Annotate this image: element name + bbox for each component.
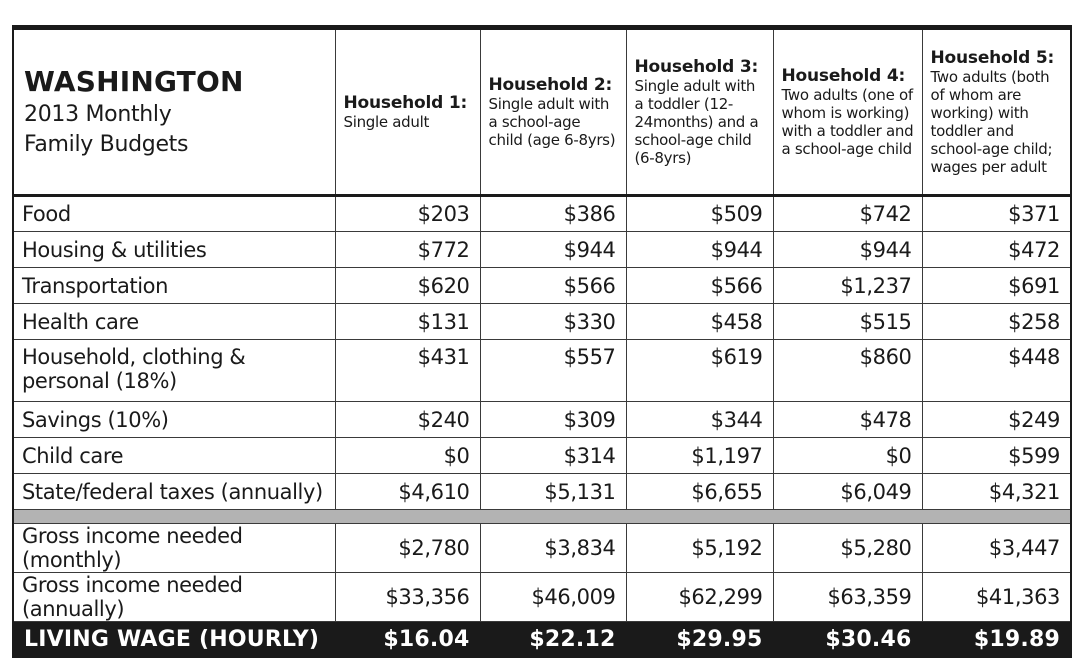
budget-table-container bbox=[12, 25, 1070, 658]
cell-value: $944 bbox=[773, 232, 922, 268]
subtitle-line-2: Family Budgets bbox=[24, 132, 189, 157]
household-3-header bbox=[626, 28, 773, 196]
section-divider bbox=[13, 510, 1071, 524]
state-title: WASHINGTON bbox=[24, 65, 244, 98]
living-wage-label: LIVING WAGE (HOURLY) bbox=[13, 622, 335, 658]
cell-value: $1,237 bbox=[773, 268, 922, 304]
household-2-header bbox=[480, 28, 626, 196]
household-2-name: Household 2: bbox=[488, 75, 613, 95]
cell-value: $6,655 bbox=[626, 474, 773, 510]
row-label: Housing & utilities bbox=[13, 232, 335, 268]
row-label: State/federal taxes (annually) bbox=[13, 474, 335, 510]
cell-value: $344 bbox=[626, 402, 773, 438]
cell-value: $62,299 bbox=[626, 573, 773, 622]
cell-value: $3,834 bbox=[480, 524, 626, 573]
household-1-desc: Single adult bbox=[343, 113, 430, 131]
living-wage-value: $22.12 bbox=[480, 622, 626, 658]
table-row-gross-annually bbox=[13, 573, 1071, 622]
cell-value: $5,131 bbox=[480, 474, 626, 510]
living-wage-value: $19.89 bbox=[922, 622, 1071, 658]
cell-value: $4,321 bbox=[922, 474, 1071, 510]
table-row-food bbox=[13, 196, 1071, 232]
table-row-savings bbox=[13, 402, 1071, 438]
cell-value: $4,610 bbox=[335, 474, 480, 510]
cell-value: $944 bbox=[626, 232, 773, 268]
cell-value: $5,280 bbox=[773, 524, 922, 573]
cell-value: $33,356 bbox=[335, 573, 480, 622]
cell-value: $509 bbox=[626, 196, 773, 232]
table-title-cell bbox=[13, 28, 335, 196]
household-3-desc: Single adult with a toddler (12-24months) and a school-age child (6-8yrs) bbox=[634, 77, 759, 167]
household-3-name: Household 3: bbox=[634, 57, 759, 77]
cell-value: $41,363 bbox=[922, 573, 1071, 622]
cell-value: $742 bbox=[773, 196, 922, 232]
cell-value: $63,359 bbox=[773, 573, 922, 622]
living-wage-value: $16.04 bbox=[335, 622, 480, 658]
row-label: Household, clothing & personal (18%) bbox=[13, 340, 335, 402]
cell-value: $620 bbox=[335, 268, 480, 304]
household-4-header bbox=[773, 28, 922, 196]
living-wage-value: $30.46 bbox=[773, 622, 922, 658]
cell-value: $772 bbox=[335, 232, 480, 268]
header-row bbox=[13, 28, 1071, 196]
cell-value: $258 bbox=[922, 304, 1071, 340]
cell-value: $203 bbox=[335, 196, 480, 232]
household-5-header bbox=[922, 28, 1071, 196]
household-4-desc: Two adults (one of whom is working) with a toddler and a school-age child bbox=[781, 86, 914, 158]
cell-value: $0 bbox=[335, 438, 480, 474]
table-row-child-care bbox=[13, 438, 1071, 474]
row-label: Health care bbox=[13, 304, 335, 340]
cell-value: $691 bbox=[922, 268, 1071, 304]
cell-value: $0 bbox=[773, 438, 922, 474]
cell-value: $330 bbox=[480, 304, 626, 340]
cell-value: $566 bbox=[626, 268, 773, 304]
table-row-transportation bbox=[13, 268, 1071, 304]
cell-value: $944 bbox=[480, 232, 626, 268]
cell-value: $6,049 bbox=[773, 474, 922, 510]
cell-value: $599 bbox=[922, 438, 1071, 474]
cell-value: $478 bbox=[773, 402, 922, 438]
cell-value: $557 bbox=[480, 340, 626, 402]
cell-value: $448 bbox=[922, 340, 1071, 402]
cell-value: $314 bbox=[480, 438, 626, 474]
living-wage-row bbox=[13, 622, 1071, 658]
row-label: Savings (10%) bbox=[13, 402, 335, 438]
table-row-health-care bbox=[13, 304, 1071, 340]
table-row-gross-monthly bbox=[13, 524, 1071, 573]
household-5-desc: Two adults (both of whom are working) with toddler and school-age child; wages per adult bbox=[930, 68, 1053, 176]
table-row-taxes bbox=[13, 474, 1071, 510]
row-label: Child care bbox=[13, 438, 335, 474]
cell-value: $2,780 bbox=[335, 524, 480, 573]
cell-value: $431 bbox=[335, 340, 480, 402]
table-row-household-clothing bbox=[13, 340, 1071, 402]
row-label: Transportation bbox=[13, 268, 335, 304]
row-label: Gross income needed (annually) bbox=[13, 573, 335, 622]
cell-value: $515 bbox=[773, 304, 922, 340]
cell-value: $309 bbox=[480, 402, 626, 438]
row-label: Food bbox=[13, 196, 335, 232]
cell-value: $249 bbox=[922, 402, 1071, 438]
cell-value: $131 bbox=[335, 304, 480, 340]
household-5-name: Household 5: bbox=[930, 48, 1055, 68]
household-1-header bbox=[335, 28, 480, 196]
household-1-name: Household 1: bbox=[343, 93, 468, 113]
household-2-desc: Single adult with a school-age child (age 6-8yrs) bbox=[488, 95, 616, 149]
cell-value: $472 bbox=[922, 232, 1071, 268]
row-label: Gross income needed (monthly) bbox=[13, 524, 335, 573]
living-wage-value: $29.95 bbox=[626, 622, 773, 658]
table-row-housing bbox=[13, 232, 1071, 268]
cell-value: $566 bbox=[480, 268, 626, 304]
cell-value: $1,197 bbox=[626, 438, 773, 474]
cell-value: $3,447 bbox=[922, 524, 1071, 573]
cell-value: $371 bbox=[922, 196, 1071, 232]
subtitle-line-1: 2013 Monthly bbox=[24, 102, 172, 127]
cell-value: $619 bbox=[626, 340, 773, 402]
cell-value: $458 bbox=[626, 304, 773, 340]
household-4-name: Household 4: bbox=[781, 66, 906, 86]
cell-value: $860 bbox=[773, 340, 922, 402]
cell-value: $5,192 bbox=[626, 524, 773, 573]
cell-value: $386 bbox=[480, 196, 626, 232]
family-budget-table bbox=[12, 25, 1072, 658]
divider-band bbox=[13, 510, 1071, 524]
cell-value: $240 bbox=[335, 402, 480, 438]
cell-value: $46,009 bbox=[480, 573, 626, 622]
